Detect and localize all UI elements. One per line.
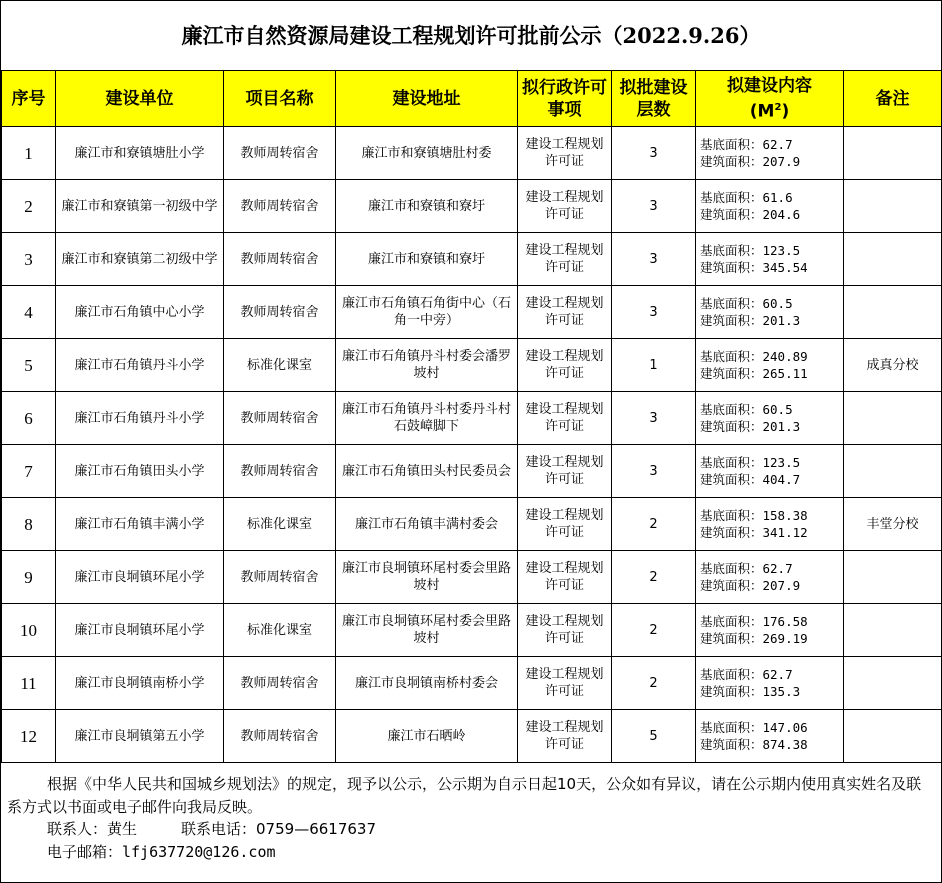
footer-notice bbox=[1, 766, 941, 882]
page-title: 廉江市自然资源局建设工程规划许可批前公示（2022.9.26） bbox=[1, 1, 941, 71]
table-row bbox=[2, 657, 942, 710]
table-row bbox=[2, 180, 942, 233]
cell-note bbox=[844, 233, 942, 286]
cell-unit: 廉江市和寮镇塘肚小学 bbox=[56, 127, 224, 180]
cell-floors: 3 bbox=[612, 445, 696, 498]
col-header-unit: 建设单位 bbox=[56, 71, 224, 127]
cell-project: 教师周转宿舍 bbox=[224, 233, 336, 286]
content-unit-exp: 2 bbox=[774, 101, 782, 113]
build-area: 建筑面积：135.3 bbox=[700, 684, 801, 699]
col-header-no: 序号 bbox=[2, 71, 56, 127]
base-area: 基底面积：147.06 bbox=[700, 720, 808, 735]
cell-content bbox=[696, 127, 844, 180]
email-line bbox=[1, 841, 941, 864]
cell-unit: 廉江市和寮镇第一初级中学 bbox=[56, 180, 224, 233]
cell-floors: 1 bbox=[612, 339, 696, 392]
table-row bbox=[2, 445, 942, 498]
base-area: 基底面积：60.5 bbox=[700, 296, 793, 311]
cell-address: 廉江市良垌镇环尾村委会里路坡村 bbox=[336, 604, 518, 657]
cell-no: 5 bbox=[2, 339, 56, 392]
notice-paragraph: 根据《中华人民共和国城乡规划法》的规定，现予以公示，公示期为自示日起10天，公众如有异议，请在公示期内使用真实姓名及联系方式以书面或电子邮件向我局反映。 bbox=[7, 775, 922, 816]
build-area: 建筑面积：201.3 bbox=[700, 313, 801, 328]
cell-permit: 建设工程规划许可证 bbox=[518, 392, 612, 445]
cell-no: 8 bbox=[2, 498, 56, 551]
table-row bbox=[2, 498, 942, 551]
cell-unit: 廉江市石角镇丹斗小学 bbox=[56, 392, 224, 445]
cell-permit: 建设工程规划许可证 bbox=[518, 604, 612, 657]
cell-address: 廉江市和寮镇和寮圩 bbox=[336, 233, 518, 286]
cell-content bbox=[696, 657, 844, 710]
col-header-address: 建设地址 bbox=[336, 71, 518, 127]
base-area: 基底面积：123.5 bbox=[700, 455, 801, 470]
table-header-row bbox=[2, 71, 942, 127]
base-area: 基底面积：240.89 bbox=[700, 349, 808, 364]
col-header-permit: 拟行政许可事项 bbox=[518, 71, 612, 127]
permit-table bbox=[1, 70, 942, 763]
base-area: 基底面积：60.5 bbox=[700, 402, 793, 417]
cell-permit: 建设工程规划许可证 bbox=[518, 233, 612, 286]
cell-note bbox=[844, 445, 942, 498]
cell-permit: 建设工程规划许可证 bbox=[518, 551, 612, 604]
col-header-note: 备注 bbox=[844, 71, 942, 127]
cell-content bbox=[696, 551, 844, 604]
cell-permit: 建设工程规划许可证 bbox=[518, 127, 612, 180]
cell-note bbox=[844, 392, 942, 445]
cell-address: 廉江市和寮镇塘肚村委 bbox=[336, 127, 518, 180]
cell-unit: 廉江市良垌镇环尾小学 bbox=[56, 604, 224, 657]
cell-content bbox=[696, 710, 844, 763]
cell-note bbox=[844, 180, 942, 233]
cell-permit: 建设工程规划许可证 bbox=[518, 498, 612, 551]
base-area: 基底面积：176.58 bbox=[700, 614, 808, 629]
build-area: 建筑面积：265.11 bbox=[700, 366, 808, 381]
build-area: 建筑面积：341.12 bbox=[700, 525, 808, 540]
cell-floors: 3 bbox=[612, 233, 696, 286]
base-area: 基底面积：123.5 bbox=[700, 243, 801, 258]
cell-content bbox=[696, 339, 844, 392]
cell-note bbox=[844, 127, 942, 180]
cell-unit: 廉江市和寮镇第二初级中学 bbox=[56, 233, 224, 286]
col-header-floors: 拟批建设层数 bbox=[612, 71, 696, 127]
base-area: 基底面积：158.38 bbox=[700, 508, 808, 523]
cell-permit: 建设工程规划许可证 bbox=[518, 180, 612, 233]
cell-permit: 建设工程规划许可证 bbox=[518, 710, 612, 763]
col-header-content: 拟建设内容 $(M^2)$ bbox=[696, 71, 844, 127]
cell-no: 10 bbox=[2, 604, 56, 657]
cell-project: 教师周转宿舍 bbox=[224, 180, 336, 233]
cell-note bbox=[844, 710, 942, 763]
cell-address: 廉江市良垌镇南桥村委会 bbox=[336, 657, 518, 710]
cell-floors: 2 bbox=[612, 657, 696, 710]
cell-project: 标准化课室 bbox=[224, 604, 336, 657]
table-row bbox=[2, 392, 942, 445]
cell-floors: 2 bbox=[612, 498, 696, 551]
cell-no: 12 bbox=[2, 710, 56, 763]
cell-note bbox=[844, 657, 942, 710]
cell-address: 廉江市良垌镇环尾村委会里路坡村 bbox=[336, 551, 518, 604]
build-area: 建筑面积：404.7 bbox=[700, 472, 801, 487]
cell-unit: 廉江市石角镇丰满小学 bbox=[56, 498, 224, 551]
cell-note: 丰堂分校 bbox=[844, 498, 942, 551]
cell-project: 教师周转宿舍 bbox=[224, 127, 336, 180]
build-area: 建筑面积：345.54 bbox=[700, 260, 808, 275]
cell-note bbox=[844, 286, 942, 339]
cell-floors: 2 bbox=[612, 551, 696, 604]
contact-line bbox=[1, 818, 941, 841]
base-area: 基底面积：62.7 bbox=[700, 137, 793, 152]
contact-email: 电子邮箱：lfj637720@126.com bbox=[47, 842, 276, 861]
cell-content bbox=[696, 604, 844, 657]
cell-permit: 建设工程规划许可证 bbox=[518, 339, 612, 392]
content-header-label: 拟建设内容 bbox=[727, 75, 812, 96]
build-area: 建筑面积：201.3 bbox=[700, 419, 801, 434]
build-area: 建筑面积：874.38 bbox=[700, 737, 808, 752]
cell-permit: 建设工程规划许可证 bbox=[518, 445, 612, 498]
col-header-project: 项目名称 bbox=[224, 71, 336, 127]
cell-address: 廉江市石角镇田头村民委员会 bbox=[336, 445, 518, 498]
table-row bbox=[2, 710, 942, 763]
cell-no: 9 bbox=[2, 551, 56, 604]
cell-project: 教师周转宿舍 bbox=[224, 445, 336, 498]
cell-floors: 3 bbox=[612, 286, 696, 339]
base-area: 基底面积：61.6 bbox=[700, 190, 793, 205]
table-row bbox=[2, 286, 942, 339]
cell-project: 教师周转宿舍 bbox=[224, 657, 336, 710]
build-area: 建筑面积：207.9 bbox=[700, 578, 801, 593]
cell-unit: 廉江市良垌镇环尾小学 bbox=[56, 551, 224, 604]
cell-floors: 2 bbox=[612, 604, 696, 657]
cell-project: 教师周转宿舍 bbox=[224, 551, 336, 604]
cell-no: 4 bbox=[2, 286, 56, 339]
cell-permit: 建设工程规划许可证 bbox=[518, 286, 612, 339]
cell-note: 成真分校 bbox=[844, 339, 942, 392]
cell-unit: 廉江市石角镇丹斗小学 bbox=[56, 339, 224, 392]
cell-unit: 廉江市良垌镇南桥小学 bbox=[56, 657, 224, 710]
build-area: 建筑面积：269.19 bbox=[700, 631, 808, 646]
cell-unit: 廉江市良垌镇第五小学 bbox=[56, 710, 224, 763]
cell-content bbox=[696, 286, 844, 339]
cell-project: 教师周转宿舍 bbox=[224, 392, 336, 445]
cell-no: 3 bbox=[2, 233, 56, 286]
base-area: 基底面积：62.7 bbox=[700, 561, 793, 576]
cell-no: 11 bbox=[2, 657, 56, 710]
build-area: 建筑面积：207.9 bbox=[700, 154, 801, 169]
cell-note bbox=[844, 604, 942, 657]
cell-no: 1 bbox=[2, 127, 56, 180]
cell-project: 教师周转宿舍 bbox=[224, 710, 336, 763]
contact-phone: 联系电话：0759—6617637 bbox=[181, 820, 376, 838]
table-row bbox=[2, 551, 942, 604]
content-unit-base: M bbox=[757, 101, 775, 122]
table-row bbox=[2, 127, 942, 180]
cell-unit: 廉江市石角镇中心小学 bbox=[56, 286, 224, 339]
cell-floors: 3 bbox=[612, 127, 696, 180]
cell-project: 教师周转宿舍 bbox=[224, 286, 336, 339]
cell-content bbox=[696, 180, 844, 233]
cell-no: 6 bbox=[2, 392, 56, 445]
cell-address: 廉江市石晒岭 bbox=[336, 710, 518, 763]
cell-permit: 建设工程规划许可证 bbox=[518, 657, 612, 710]
cell-content bbox=[696, 498, 844, 551]
cell-project: 标准化课室 bbox=[224, 498, 336, 551]
cell-address: 廉江市石角镇丰满村委会 bbox=[336, 498, 518, 551]
cell-floors: 3 bbox=[612, 392, 696, 445]
cell-content bbox=[696, 445, 844, 498]
table-row bbox=[2, 339, 942, 392]
cell-address: 廉江市和寮镇和寮圩 bbox=[336, 180, 518, 233]
cell-content bbox=[696, 392, 844, 445]
table-row bbox=[2, 604, 942, 657]
cell-address: 廉江市石角镇丹斗村委会潘罗坡村 bbox=[336, 339, 518, 392]
cell-project: 标准化课室 bbox=[224, 339, 336, 392]
table-row bbox=[2, 233, 942, 286]
cell-content bbox=[696, 233, 844, 286]
cell-floors: 5 bbox=[612, 710, 696, 763]
cell-address: 廉江市石角镇石角街中心（石角一中旁） bbox=[336, 286, 518, 339]
cell-unit: 廉江市石角镇田头小学 bbox=[56, 445, 224, 498]
base-area: 基底面积：62.7 bbox=[700, 667, 793, 682]
cell-floors: 3 bbox=[612, 180, 696, 233]
contact-person: 联系人：黄生 bbox=[47, 820, 138, 838]
cell-no: 7 bbox=[2, 445, 56, 498]
cell-address: 廉江市石角镇丹斗村委丹斗村石鼓嶂脚下 bbox=[336, 392, 518, 445]
build-area: 建筑面积：204.6 bbox=[700, 207, 801, 222]
cell-note bbox=[844, 551, 942, 604]
cell-no: 2 bbox=[2, 180, 56, 233]
